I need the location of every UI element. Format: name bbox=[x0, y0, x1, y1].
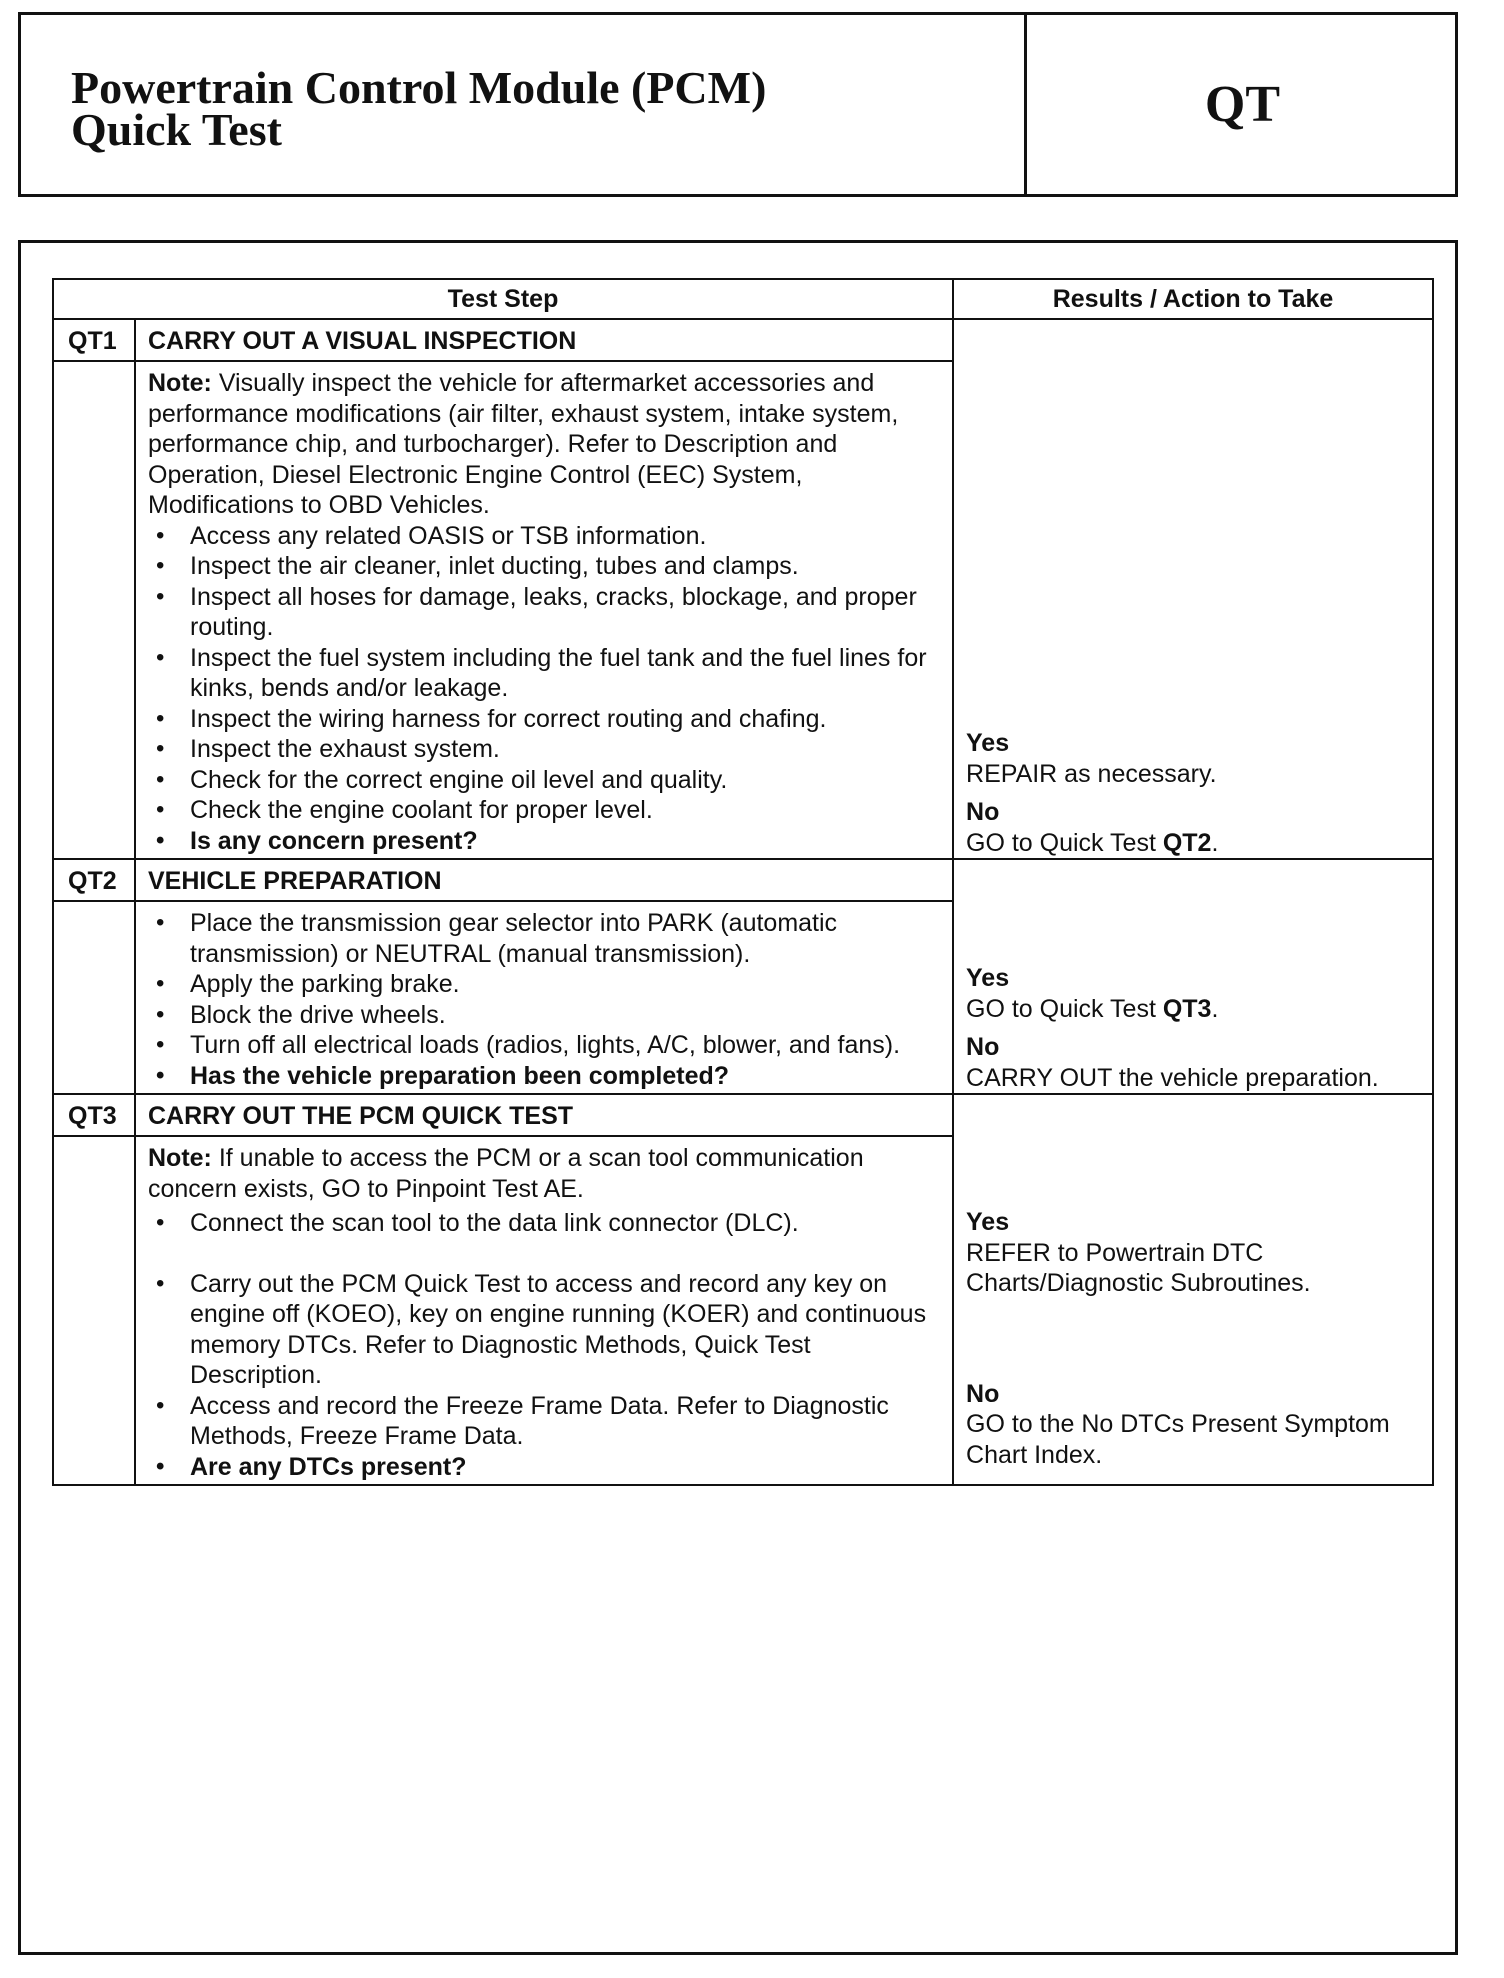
page-title bbox=[71, 62, 767, 155]
no-action-suffix: . bbox=[1211, 828, 1219, 857]
note-label: Note: bbox=[148, 1144, 212, 1172]
no-action-ref: QT2 bbox=[1162, 828, 1212, 857]
no-result bbox=[966, 797, 1422, 858]
yes-result bbox=[966, 963, 1422, 1024]
results-spacer bbox=[966, 1095, 1422, 1207]
note-text: Visually inspect the vehicle for aftermarket accessories and performance modifications (air filter, exhaust system, intake system, performance chip, and turbocharger). Refer to Description and Operation, Diesel Electronic Engine Control (EEC) System, Modifications to OBD Vehicles. bbox=[148, 369, 899, 519]
yes-result bbox=[966, 1207, 1422, 1299]
list-item: • Turn off all electrical loads (radios, lights, A/C, blower, and fans). bbox=[148, 1030, 940, 1061]
step-title-row bbox=[53, 1094, 1433, 1136]
step-results bbox=[953, 1094, 1433, 1485]
step-note bbox=[148, 368, 940, 521]
yes-label: Yes bbox=[966, 964, 1010, 992]
step-bullets bbox=[148, 521, 940, 857]
note-text: If unable to access the PCM or a scan tool communication concern exists, GO to Pinpoint Test AE. bbox=[148, 1144, 864, 1203]
yes-label: Yes bbox=[966, 729, 1010, 757]
test-step-header: Test Step bbox=[53, 279, 953, 319]
list-item: • Apply the parking brake. bbox=[148, 969, 940, 1000]
list-item: • Inspect the fuel system including the fuel tank and the fuel lines for kinks, bends and/or leakage. bbox=[148, 643, 940, 704]
step-question: • Is any concern present? bbox=[148, 826, 940, 857]
no-result bbox=[966, 1032, 1422, 1093]
step-id: QT2 bbox=[53, 859, 135, 901]
step-id: QT1 bbox=[53, 319, 135, 361]
note-label: Note: bbox=[148, 369, 212, 397]
yes-action: REFER to Powertrain DTC Charts/Diagnostic Subroutines. bbox=[966, 1238, 1311, 1297]
step-question: • Has the vehicle preparation been completed? bbox=[148, 1061, 940, 1092]
step-body bbox=[135, 361, 953, 859]
results-header: Results / Action to Take bbox=[953, 279, 1433, 319]
list-item: • Check for the correct engine oil level and quality. bbox=[148, 765, 940, 796]
step-body bbox=[135, 1136, 953, 1485]
step-id: QT3 bbox=[53, 1094, 135, 1136]
step-title-row bbox=[53, 859, 1433, 901]
no-action: CARRY OUT the vehicle preparation. bbox=[966, 1063, 1379, 1092]
quick-test-table bbox=[52, 278, 1434, 1486]
step-id-spacer bbox=[53, 1136, 135, 1485]
step-id-spacer bbox=[53, 901, 135, 1094]
section-code: QT bbox=[1204, 76, 1281, 133]
step-bullets bbox=[148, 1208, 940, 1482]
list-item: • Access and record the Freeze Frame Data. Refer to Diagnostic Methods, Freeze Frame Data. bbox=[148, 1391, 940, 1452]
no-label: No bbox=[966, 798, 1000, 826]
list-item: • Place the transmission gear selector into PARK (automatic transmission) or NEUTRAL (manual transmission). bbox=[148, 908, 940, 969]
page-header bbox=[18, 12, 1458, 197]
results-spacer bbox=[966, 1299, 1422, 1379]
yes-result bbox=[966, 728, 1422, 789]
list-item: • Inspect all hoses for damage, leaks, cracks, blockage, and proper routing. bbox=[148, 582, 940, 643]
no-action bbox=[966, 828, 1422, 859]
list-item: • Connect the scan tool to the data link connector (DLC). bbox=[148, 1208, 940, 1239]
step-question: • Are any DTCs present? bbox=[148, 1452, 940, 1483]
table-header-row bbox=[53, 279, 1433, 319]
step-id-spacer bbox=[53, 361, 135, 859]
list-item: • Inspect the wiring harness for correct routing and chafing. bbox=[148, 704, 940, 735]
no-action: GO to the No DTCs Present Symptom Chart Index. bbox=[966, 1410, 1390, 1469]
step-title: CARRY OUT A VISUAL INSPECTION bbox=[135, 319, 953, 361]
list-item: • Inspect the air cleaner, inlet ducting, tubes and clamps. bbox=[148, 551, 940, 582]
no-action-text: GO to Quick Test bbox=[966, 828, 1163, 857]
step-results bbox=[953, 319, 1433, 859]
step-bullets bbox=[148, 908, 940, 1091]
list-item: • Check the engine coolant for proper level. bbox=[148, 795, 940, 826]
list-item: • Block the drive wheels. bbox=[148, 1000, 940, 1031]
yes-action: REPAIR as necessary. bbox=[966, 759, 1217, 788]
no-label: No bbox=[966, 1379, 1000, 1408]
yes-action-ref: QT3 bbox=[1162, 994, 1212, 1023]
yes-label: Yes bbox=[966, 1208, 1010, 1236]
no-label: No bbox=[966, 1033, 1000, 1061]
step-title: VEHICLE PREPARATION bbox=[135, 859, 953, 901]
yes-action-text: GO to Quick Test bbox=[966, 994, 1163, 1023]
no-result bbox=[966, 1379, 1422, 1471]
step-title: CARRY OUT THE PCM QUICK TEST bbox=[135, 1094, 953, 1136]
yes-action bbox=[966, 994, 1422, 1025]
list-item: • Access any related OASIS or TSB information. bbox=[148, 521, 940, 552]
step-results bbox=[953, 859, 1433, 1094]
yes-action-suffix: . bbox=[1211, 994, 1219, 1023]
title-line-2: Quick Test bbox=[71, 104, 282, 155]
step-title-row bbox=[53, 319, 1433, 361]
title-line-1: Powertrain Control Module (PCM) bbox=[71, 62, 767, 113]
step-note bbox=[148, 1143, 940, 1204]
list-item: • Carry out the PCM Quick Test to access and record any key on engine off (KOEO), key on engine running (KOER) and continuous memory DTCs. Refer to Diagnostic Methods, Quick Test Description. bbox=[148, 1269, 940, 1391]
step-body bbox=[135, 901, 953, 1094]
list-item: • Inspect the exhaust system. bbox=[148, 734, 940, 765]
